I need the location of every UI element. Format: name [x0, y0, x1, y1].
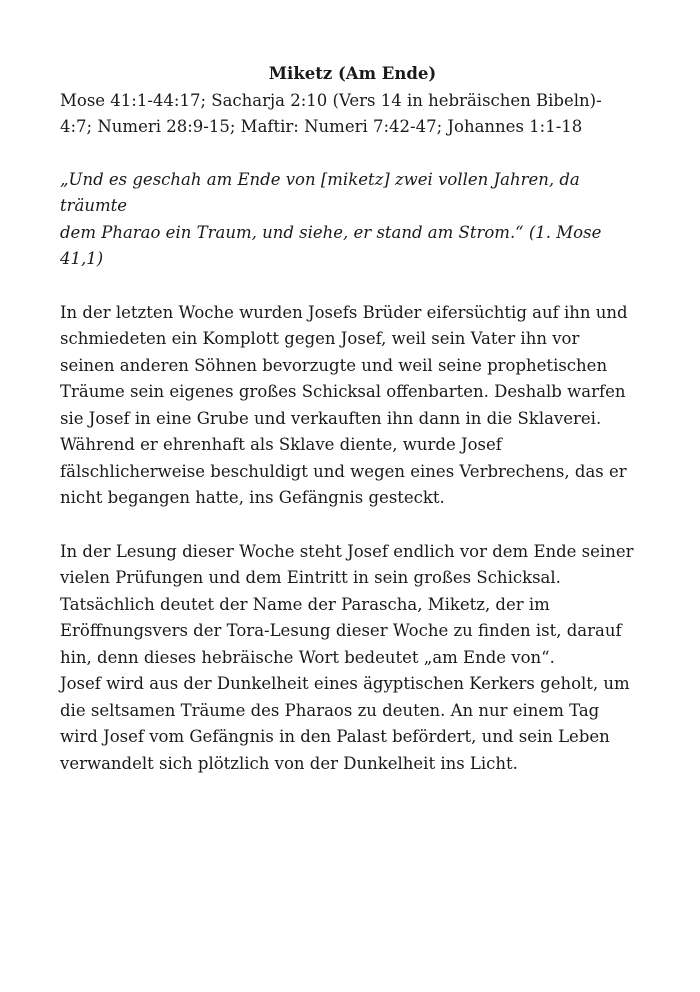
scripture-quote: „Und es geschah am Ende von [miketz] zwei vollen Jahren, da träumte dem Pharao ein Traum, und siehe, er stand am Strom.“ (1. Mose 41,1)	[60, 169, 602, 268]
document-body	[60, 61, 645, 777]
paragraph-2: In der Lesung dieser Woche steht Josef endlich vor dem Ende seiner vielen Prüfungen und dem Eintritt in sein großes Schicksal. Tatsächlich deutet der Name der Parascha, Miketz, der im Eröffnungsvers der Tora-Lesung dieser Woche zu finden ist, darauf hin, denn dieses hebräische Wort bedeutet „am Ende von“.	[60, 541, 634, 667]
scripture-references: Mose 41:1-44:17; Sacharja 2:10 (Vers 14 in hebräischen Bibeln)- 4:7; Numeri 28:9-15; Maftir: Numeri 7:42-47; Johannes 1:1-18	[60, 90, 602, 136]
document-title: Miketz (Am Ende)	[268, 64, 437, 83]
paragraph-3: Josef wird aus der Dunkelheit eines ägyptischen Kerkers geholt, um die seltsamen Träume des Pharaos zu deuten. An nur einem Tag wird Josef vom Gefängnis in den Palast befördert, und sein Leben verwandelt sich plötzlich von der Dunkelheit ins Licht.	[60, 674, 630, 773]
paragraph-1: In der letzten Woche wurden Josefs Brüder eifersüchtig auf ihn und schmiedeten ein Komplott gegen Josef, weil sein Vater ihn vor seinen anderen Söhnen bevorzugte und weil seine prophetischen Träume sein eigenes großes Schicksal offenbarten. Deshalb warfen sie Josef in eine Grube und verkauften ihn dann in die Sklaverei. Während er ehrenhaft als Sklave diente, wurde Josef fälschlicherweise beschuldigt und wegen eines Verbrechens, das er nicht begangen hatte, ins Gefängnis gesteckt.	[60, 302, 628, 507]
